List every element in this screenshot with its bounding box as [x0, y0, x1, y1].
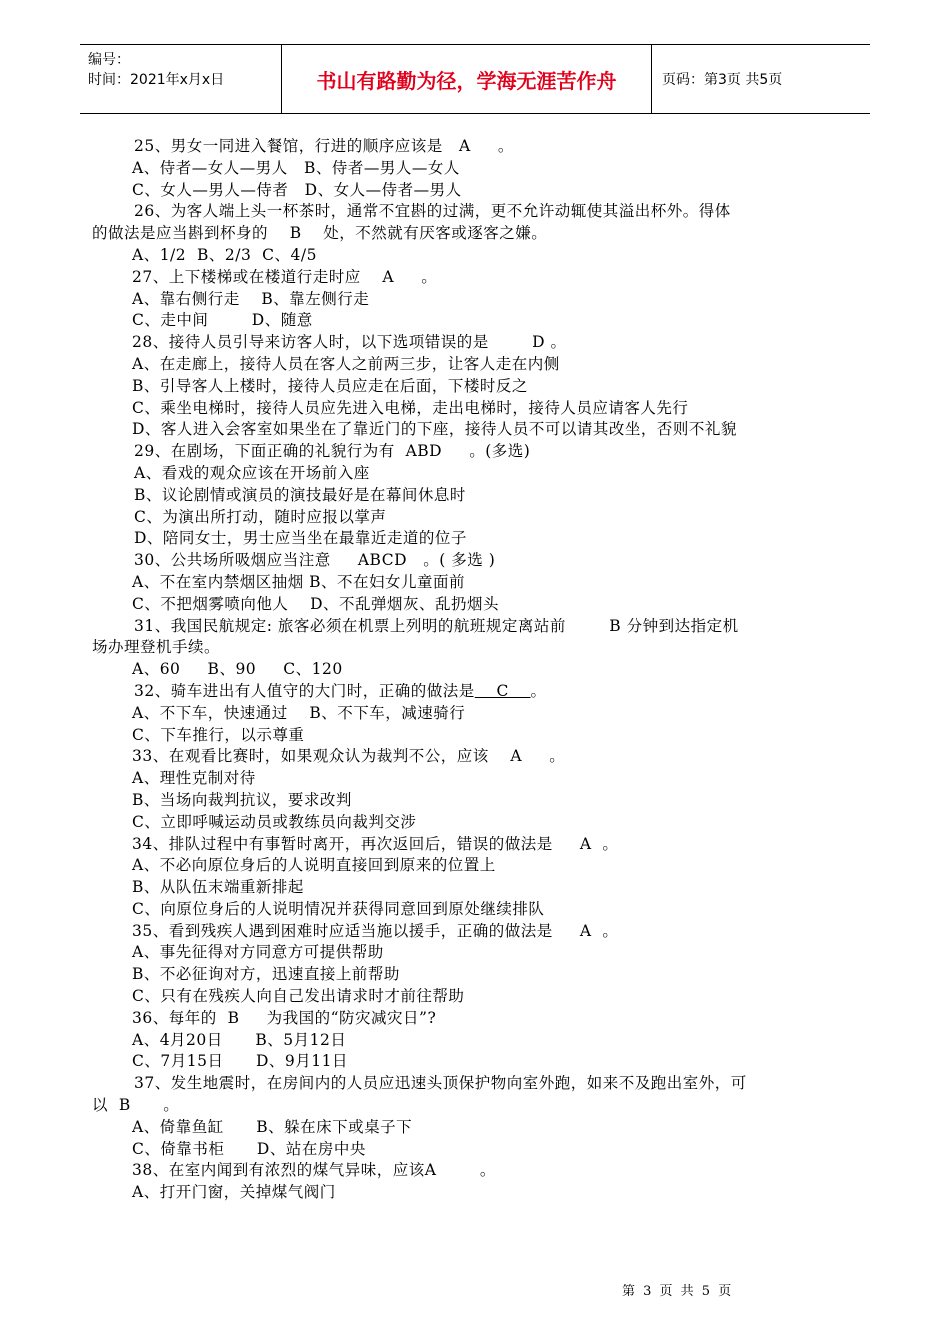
- option-line: D、客人进入会客室如果坐在了靠近门的下座，接待人员不可以请其改坐，否则不礼貌: [132, 420, 737, 439]
- question-line: 30、公共场所吸烟应当注意 ABCD 。( 多选 ): [134, 551, 496, 570]
- option-line: C、不把烟雾喷向他人 D、不乱弹烟灰、乱扔烟头: [132, 594, 499, 613]
- question-line: 25、男女一同进入餐馆，行进的顺序应该是 A 。: [134, 137, 514, 155]
- option-line: A、1/2 B、2/3 C、4/5: [132, 245, 317, 264]
- option-line: A、侍者—女人—男人 B、侍者—男人—女人: [132, 158, 460, 177]
- option-line: A、在走廊上，接待人员在客人之前两三步，让客人走在内侧: [132, 354, 560, 373]
- option-line: A、打开门窗，关掉煤气阀门: [132, 1183, 336, 1202]
- document-number-label: 编号：: [88, 52, 130, 68]
- header-page-label: 页码：第3页 共5页: [662, 72, 783, 88]
- option-line: B、当场向裁判抗议，要求改判: [132, 790, 352, 809]
- option-line: A、事先征得对方同意方可提供帮助: [132, 943, 384, 962]
- question-line: C、为演出所打动，随时应报以掌声: [134, 507, 387, 526]
- header-motto: 书山有路勤为径，学海无涯苦作舟: [282, 45, 652, 113]
- option-line: C、7月15日 D、9月11日: [132, 1052, 349, 1071]
- question-line: B、议论剧情或演员的演技最好是在幕间休息时: [134, 485, 466, 504]
- option-line: 38、在室内闻到有浓烈的煤气异味，应该A 。: [132, 1161, 496, 1180]
- question-continuation: 的做法是应当斟到杯身的 B 处，不然就有厌客或逐客之嫌。: [92, 224, 548, 243]
- option-line: A、倚靠鱼缸 B、躲在床下或桌子下: [132, 1117, 413, 1136]
- option-line: A、60 B、90 C、120: [132, 660, 343, 679]
- option-line: 35、看到残疾人遇到困难时应适当施以援手，正确的做法是 A 。: [132, 921, 619, 940]
- question-line: 37、发生地震时，在房间内的人员应迅速头顶保护物向室外跑，如来不及跑出室外，可: [134, 1074, 747, 1093]
- question-continuation: 以 B 。: [92, 1096, 180, 1115]
- option-line: A、不下车，快速通过 B、不下车，减速骑行: [132, 703, 466, 722]
- option-line: 27、上下楼梯或在楼道行走时应 A 。: [132, 267, 438, 286]
- option-line: 34、排队过程中有事暂时离开，再次返回后，错误的做法是 A 。: [132, 834, 619, 853]
- question-text: 32、骑车进出有人值守的大门时，正确的做法是: [134, 681, 475, 700]
- question-text-end: 。: [530, 681, 547, 700]
- option-line: C、只有在残疾人向自己发出请求时才前往帮助: [132, 987, 465, 1006]
- question-line: [92, 681, 862, 703]
- question-line: 26、为客人端上头一杯茶时，通常不宜斟的过满，更不允许动辄使其溢出杯外。得体: [134, 202, 731, 221]
- option-line: 36、每年的 B 为我国的“防灾减灾日”?: [132, 1008, 437, 1027]
- question-line: A、看戏的观众应该在开场前入座: [134, 463, 370, 482]
- option-line: 33、在观看比赛时，如果观众认为裁判不公，应该 A 。: [132, 747, 566, 766]
- option-line: A、4月20日 B、5月12日: [132, 1030, 347, 1049]
- option-line: A、不必向原位身后的人说明直接回到原来的位置上: [132, 856, 496, 875]
- question-continuation: 场办理登机手续。: [92, 638, 221, 657]
- option-line: B、引导客人上楼时，接待人员应走在后面，下楼时反之: [132, 376, 528, 395]
- option-line: B、不必征询对方，迅速直接上前帮助: [132, 965, 400, 984]
- answer-blank: C: [474, 681, 531, 700]
- option-line: C、下车推行，以示尊重: [132, 725, 305, 744]
- question-line: 29、在剧场，下面正确的礼貌行为有 ABD 。(多选): [134, 442, 531, 461]
- question-line: D、陪同女士，男士应当坐在最靠近走道的位子: [134, 529, 467, 548]
- option-line: A、靠右侧行走 B、靠左侧行走: [132, 289, 370, 308]
- option-line: C、走中间 D、随意: [132, 311, 313, 330]
- option-line: B、从队伍末端重新排起: [132, 878, 304, 897]
- page-footer: 第 3 页 共 5 页: [622, 1284, 734, 1299]
- option-line: A、不在室内禁烟区抽烟 B、不在妇女儿童面前: [132, 572, 466, 591]
- option-line: C、女人—男人—侍者 D、女人—侍者—男人: [132, 180, 462, 199]
- option-line: C、立即呼喊运动员或教练员向裁判交涉: [132, 812, 417, 831]
- option-line: C、倚靠书柜 D、站在房中央: [132, 1139, 366, 1158]
- header-meta: [80, 45, 282, 113]
- option-line: C、乘坐电梯时，接待人员应先进入电梯，走出电梯时，接待人员应请客人先行: [132, 398, 689, 417]
- page-header: [80, 44, 870, 114]
- document-time-label: 时间：2021年x月x日: [88, 72, 225, 88]
- option-line: A、理性克制对待: [132, 769, 256, 788]
- option-line: C、向原位身后的人说明情况并获得同意回到原处继续排队: [132, 899, 545, 918]
- question-list: [92, 136, 862, 1204]
- question-line: 31、我国民航规定: 旅客必须在机票上列明的航班规定离站前 B 分钟到达指定机: [134, 616, 739, 635]
- option-line: 28、接待人员引导来访客人时，以下选项错误的是 D 。: [132, 333, 567, 352]
